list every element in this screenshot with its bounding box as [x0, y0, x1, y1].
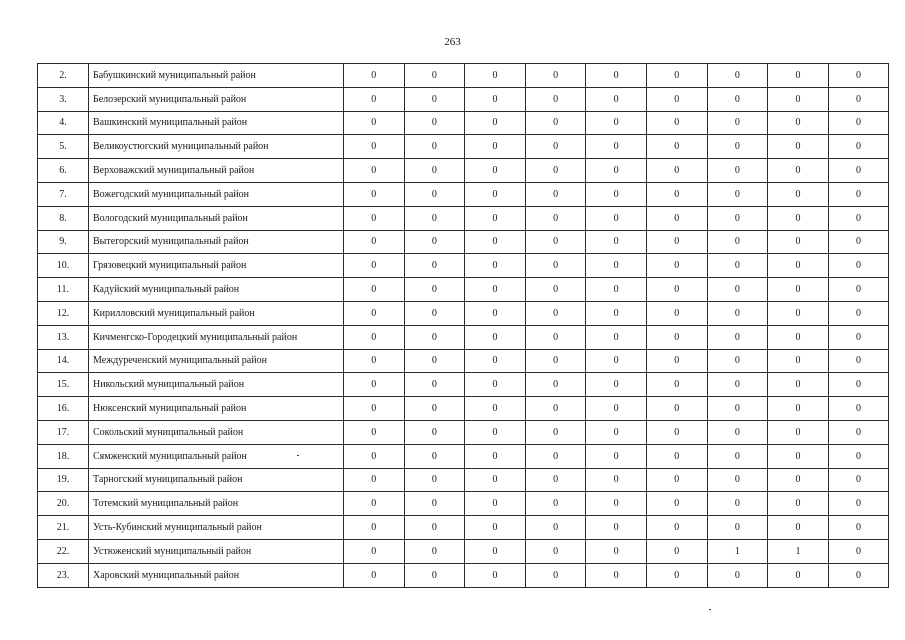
- value-cell: 0: [586, 468, 647, 492]
- value-cell: 0: [828, 492, 889, 516]
- value-cell: 0: [828, 64, 889, 88]
- value-cell: 0: [404, 159, 465, 183]
- value-cell: 0: [465, 182, 526, 206]
- value-cell: 0: [707, 182, 768, 206]
- value-cell: 0: [768, 87, 829, 111]
- value-cell: 0: [344, 397, 405, 421]
- value-cell: 0: [828, 254, 889, 278]
- value-cell: 0: [404, 182, 465, 206]
- value-cell: 0: [404, 468, 465, 492]
- district-name: Вологодский муниципальный район: [89, 206, 344, 230]
- value-cell: 0: [465, 539, 526, 563]
- value-cell: 0: [344, 349, 405, 373]
- value-cell: 0: [404, 87, 465, 111]
- value-cell: 0: [768, 135, 829, 159]
- table-row: [38, 516, 889, 540]
- value-cell: 0: [586, 111, 647, 135]
- table-row: [38, 182, 889, 206]
- table-row: [38, 563, 889, 587]
- value-cell: 0: [465, 563, 526, 587]
- value-cell: 0: [404, 397, 465, 421]
- scan-speck: [709, 609, 711, 610]
- value-cell: 0: [344, 254, 405, 278]
- value-cell: 0: [828, 516, 889, 540]
- table-row: [38, 87, 889, 111]
- value-cell: 0: [768, 325, 829, 349]
- value-cell: 0: [404, 373, 465, 397]
- value-cell: 0: [707, 135, 768, 159]
- value-cell: 0: [828, 420, 889, 444]
- value-cell: 0: [707, 87, 768, 111]
- value-cell: 0: [465, 420, 526, 444]
- value-cell: 0: [465, 325, 526, 349]
- value-cell: 0: [768, 563, 829, 587]
- value-cell: 0: [646, 87, 707, 111]
- value-cell: 0: [646, 111, 707, 135]
- value-cell: 0: [344, 325, 405, 349]
- value-cell: 0: [707, 516, 768, 540]
- value-cell: 0: [768, 230, 829, 254]
- value-cell: 0: [586, 397, 647, 421]
- table-row: [38, 325, 889, 349]
- value-cell: 0: [586, 230, 647, 254]
- value-cell: 0: [707, 349, 768, 373]
- value-cell: 0: [707, 301, 768, 325]
- value-cell: 0: [768, 64, 829, 88]
- row-number: 19.: [38, 468, 89, 492]
- value-cell: 0: [646, 516, 707, 540]
- value-cell: 0: [828, 278, 889, 302]
- value-cell: 0: [646, 539, 707, 563]
- value-cell: 0: [828, 349, 889, 373]
- value-cell: 0: [768, 182, 829, 206]
- value-cell: 0: [828, 230, 889, 254]
- value-cell: 0: [525, 516, 586, 540]
- value-cell: 0: [828, 397, 889, 421]
- table-row: [38, 539, 889, 563]
- district-name: Кичменгско-Городецкий муниципальный район: [89, 325, 344, 349]
- value-cell: 0: [707, 254, 768, 278]
- district-name: Харовский муниципальный район: [89, 563, 344, 587]
- value-cell: 0: [586, 206, 647, 230]
- value-cell: 0: [646, 230, 707, 254]
- value-cell: 0: [465, 373, 526, 397]
- value-cell: 0: [586, 254, 647, 278]
- value-cell: 0: [404, 64, 465, 88]
- value-cell: 0: [646, 444, 707, 468]
- value-cell: 0: [646, 349, 707, 373]
- value-cell: 0: [404, 444, 465, 468]
- value-cell: 0: [768, 254, 829, 278]
- value-cell: 0: [586, 516, 647, 540]
- value-cell: 0: [768, 278, 829, 302]
- district-name: Бабушкинский муниципальный район: [89, 64, 344, 88]
- value-cell: 0: [344, 301, 405, 325]
- value-cell: 0: [828, 87, 889, 111]
- value-cell: 0: [525, 539, 586, 563]
- value-cell: 0: [768, 111, 829, 135]
- value-cell: 0: [707, 64, 768, 88]
- value-cell: 0: [768, 420, 829, 444]
- value-cell: 0: [465, 278, 526, 302]
- value-cell: 0: [525, 325, 586, 349]
- value-cell: 0: [465, 516, 526, 540]
- row-number: 4.: [38, 111, 89, 135]
- value-cell: 0: [707, 159, 768, 183]
- row-number: 20.: [38, 492, 89, 516]
- value-cell: 0: [646, 397, 707, 421]
- value-cell: 0: [525, 87, 586, 111]
- value-cell: 0: [465, 254, 526, 278]
- page-number: 263: [444, 36, 461, 48]
- value-cell: 0: [828, 182, 889, 206]
- value-cell: 0: [465, 468, 526, 492]
- value-cell: 0: [768, 468, 829, 492]
- value-cell: 0: [525, 397, 586, 421]
- value-cell: 0: [586, 278, 647, 302]
- table-row: [38, 349, 889, 373]
- value-cell: 0: [707, 563, 768, 587]
- value-cell: 0: [525, 468, 586, 492]
- value-cell: 0: [768, 397, 829, 421]
- value-cell: 0: [646, 563, 707, 587]
- value-cell: 0: [768, 349, 829, 373]
- value-cell: 0: [404, 111, 465, 135]
- value-cell: 0: [646, 159, 707, 183]
- value-cell: 0: [344, 159, 405, 183]
- value-cell: 0: [828, 539, 889, 563]
- value-cell: 0: [586, 182, 647, 206]
- value-cell: 1: [707, 539, 768, 563]
- value-cell: 0: [465, 64, 526, 88]
- value-cell: 0: [586, 135, 647, 159]
- value-cell: 0: [344, 206, 405, 230]
- table-row: [38, 230, 889, 254]
- value-cell: 0: [465, 444, 526, 468]
- value-cell: 0: [707, 492, 768, 516]
- value-cell: 0: [586, 563, 647, 587]
- value-cell: 0: [707, 397, 768, 421]
- value-cell: 0: [525, 230, 586, 254]
- value-cell: 0: [707, 373, 768, 397]
- value-cell: 1: [768, 539, 829, 563]
- value-cell: 0: [404, 301, 465, 325]
- table-row: [38, 420, 889, 444]
- row-number: 5.: [38, 135, 89, 159]
- value-cell: 0: [404, 516, 465, 540]
- value-cell: 0: [768, 301, 829, 325]
- value-cell: 0: [525, 159, 586, 183]
- row-number: 18.: [38, 444, 89, 468]
- value-cell: 0: [465, 135, 526, 159]
- value-cell: 0: [646, 254, 707, 278]
- district-table: [37, 63, 889, 588]
- district-name: Кадуйский муниципальный район: [89, 278, 344, 302]
- district-name: Верховажский муниципальный район: [89, 159, 344, 183]
- value-cell: 0: [828, 159, 889, 183]
- value-cell: 0: [525, 64, 586, 88]
- row-number: 11.: [38, 278, 89, 302]
- value-cell: 0: [768, 444, 829, 468]
- table-row: [38, 64, 889, 88]
- value-cell: 0: [828, 206, 889, 230]
- value-cell: 0: [404, 325, 465, 349]
- value-cell: 0: [646, 325, 707, 349]
- value-cell: 0: [344, 468, 405, 492]
- table-row: [38, 206, 889, 230]
- value-cell: 0: [586, 301, 647, 325]
- district-name: Сямженский муниципальный район: [89, 444, 344, 468]
- district-name: Великоустюгский муниципальный район: [89, 135, 344, 159]
- value-cell: 0: [525, 301, 586, 325]
- value-cell: 0: [586, 64, 647, 88]
- value-cell: 0: [344, 182, 405, 206]
- value-cell: 0: [344, 516, 405, 540]
- value-cell: 0: [586, 420, 647, 444]
- district-name: Тарногский муниципальный район: [89, 468, 344, 492]
- value-cell: 0: [344, 420, 405, 444]
- value-cell: 0: [707, 111, 768, 135]
- value-cell: 0: [404, 135, 465, 159]
- row-number: 2.: [38, 64, 89, 88]
- district-name: Кирилловский муниципальный район: [89, 301, 344, 325]
- value-cell: 0: [404, 492, 465, 516]
- value-cell: 0: [586, 444, 647, 468]
- value-cell: 0: [344, 230, 405, 254]
- value-cell: 0: [828, 373, 889, 397]
- value-cell: 0: [465, 492, 526, 516]
- row-number: 6.: [38, 159, 89, 183]
- value-cell: 0: [707, 206, 768, 230]
- table-row: [38, 468, 889, 492]
- value-cell: 0: [404, 230, 465, 254]
- value-cell: 0: [828, 468, 889, 492]
- row-number: 9.: [38, 230, 89, 254]
- value-cell: 0: [344, 278, 405, 302]
- value-cell: 0: [465, 206, 526, 230]
- row-number: 17.: [38, 420, 89, 444]
- value-cell: 0: [344, 373, 405, 397]
- value-cell: 0: [404, 349, 465, 373]
- table-row: [38, 301, 889, 325]
- row-number: 16.: [38, 397, 89, 421]
- district-name: Вожегодский муниципальный район: [89, 182, 344, 206]
- row-number: 8.: [38, 206, 89, 230]
- district-name: Вашкинский муниципальный район: [89, 111, 344, 135]
- value-cell: 0: [404, 539, 465, 563]
- value-cell: 0: [525, 278, 586, 302]
- row-number: 23.: [38, 563, 89, 587]
- row-number: 21.: [38, 516, 89, 540]
- district-name: Белозерский муниципальный район: [89, 87, 344, 111]
- table-row: [38, 278, 889, 302]
- value-cell: 0: [465, 230, 526, 254]
- value-cell: 0: [404, 563, 465, 587]
- value-cell: 0: [707, 230, 768, 254]
- value-cell: 0: [344, 111, 405, 135]
- table-row: [38, 492, 889, 516]
- row-number: 15.: [38, 373, 89, 397]
- value-cell: 0: [404, 206, 465, 230]
- value-cell: 0: [707, 420, 768, 444]
- value-cell: 0: [586, 325, 647, 349]
- value-cell: 0: [768, 373, 829, 397]
- value-cell: 0: [646, 468, 707, 492]
- value-cell: 0: [768, 492, 829, 516]
- value-cell: 0: [646, 182, 707, 206]
- value-cell: 0: [344, 492, 405, 516]
- district-name: Междуреченский муниципальный район: [89, 349, 344, 373]
- value-cell: 0: [586, 539, 647, 563]
- value-cell: 0: [525, 373, 586, 397]
- row-number: 22.: [38, 539, 89, 563]
- row-number: 13.: [38, 325, 89, 349]
- value-cell: 0: [525, 182, 586, 206]
- value-cell: 0: [525, 111, 586, 135]
- district-name: Тотемский муниципальный район: [89, 492, 344, 516]
- value-cell: 0: [828, 444, 889, 468]
- value-cell: 0: [344, 539, 405, 563]
- value-cell: 0: [768, 516, 829, 540]
- row-number: 3.: [38, 87, 89, 111]
- value-cell: 0: [525, 206, 586, 230]
- value-cell: 0: [344, 563, 405, 587]
- value-cell: 0: [344, 444, 405, 468]
- row-number: 14.: [38, 349, 89, 373]
- value-cell: 0: [465, 111, 526, 135]
- table-row: [38, 397, 889, 421]
- value-cell: 0: [768, 159, 829, 183]
- value-cell: 0: [828, 325, 889, 349]
- value-cell: 0: [586, 349, 647, 373]
- value-cell: 0: [586, 492, 647, 516]
- table-row: [38, 111, 889, 135]
- district-name: Вытегорский муниципальный район: [89, 230, 344, 254]
- value-cell: 0: [465, 397, 526, 421]
- scan-speck: [297, 455, 299, 456]
- value-cell: 0: [828, 135, 889, 159]
- value-cell: 0: [344, 135, 405, 159]
- value-cell: 0: [828, 111, 889, 135]
- table-row: [38, 135, 889, 159]
- value-cell: 0: [404, 420, 465, 444]
- value-cell: 0: [465, 301, 526, 325]
- district-name: Сокольский муниципальный район: [89, 420, 344, 444]
- value-cell: 0: [828, 301, 889, 325]
- value-cell: 0: [646, 135, 707, 159]
- value-cell: 0: [525, 492, 586, 516]
- value-cell: 0: [525, 135, 586, 159]
- row-number: 12.: [38, 301, 89, 325]
- value-cell: 0: [646, 301, 707, 325]
- value-cell: 0: [646, 373, 707, 397]
- value-cell: 0: [344, 87, 405, 111]
- value-cell: 0: [646, 492, 707, 516]
- value-cell: 0: [404, 254, 465, 278]
- value-cell: 0: [525, 349, 586, 373]
- district-name: Нюксенский муниципальный район: [89, 397, 344, 421]
- value-cell: 0: [646, 206, 707, 230]
- value-cell: 0: [404, 278, 465, 302]
- value-cell: 0: [586, 159, 647, 183]
- value-cell: 0: [465, 349, 526, 373]
- value-cell: 0: [646, 420, 707, 444]
- value-cell: 0: [465, 159, 526, 183]
- value-cell: 0: [646, 278, 707, 302]
- value-cell: 0: [768, 206, 829, 230]
- table-row: [38, 444, 889, 468]
- value-cell: 0: [707, 278, 768, 302]
- district-name: Устюженский муниципальный район: [89, 539, 344, 563]
- table-row: [38, 373, 889, 397]
- value-cell: 0: [646, 64, 707, 88]
- district-name: Никольский муниципальный район: [89, 373, 344, 397]
- row-number: 7.: [38, 182, 89, 206]
- value-cell: 0: [707, 468, 768, 492]
- value-cell: 0: [707, 325, 768, 349]
- table-row: [38, 159, 889, 183]
- value-cell: 0: [525, 444, 586, 468]
- value-cell: 0: [707, 444, 768, 468]
- value-cell: 0: [586, 373, 647, 397]
- table-row: [38, 254, 889, 278]
- row-number: 10.: [38, 254, 89, 278]
- district-name: Усть-Кубинский муниципальный район: [89, 516, 344, 540]
- value-cell: 0: [586, 87, 647, 111]
- value-cell: 0: [525, 254, 586, 278]
- district-name: Грязовецкий муниципальный район: [89, 254, 344, 278]
- value-cell: 0: [344, 64, 405, 88]
- value-cell: 0: [525, 563, 586, 587]
- value-cell: 0: [828, 563, 889, 587]
- value-cell: 0: [465, 87, 526, 111]
- value-cell: 0: [525, 420, 586, 444]
